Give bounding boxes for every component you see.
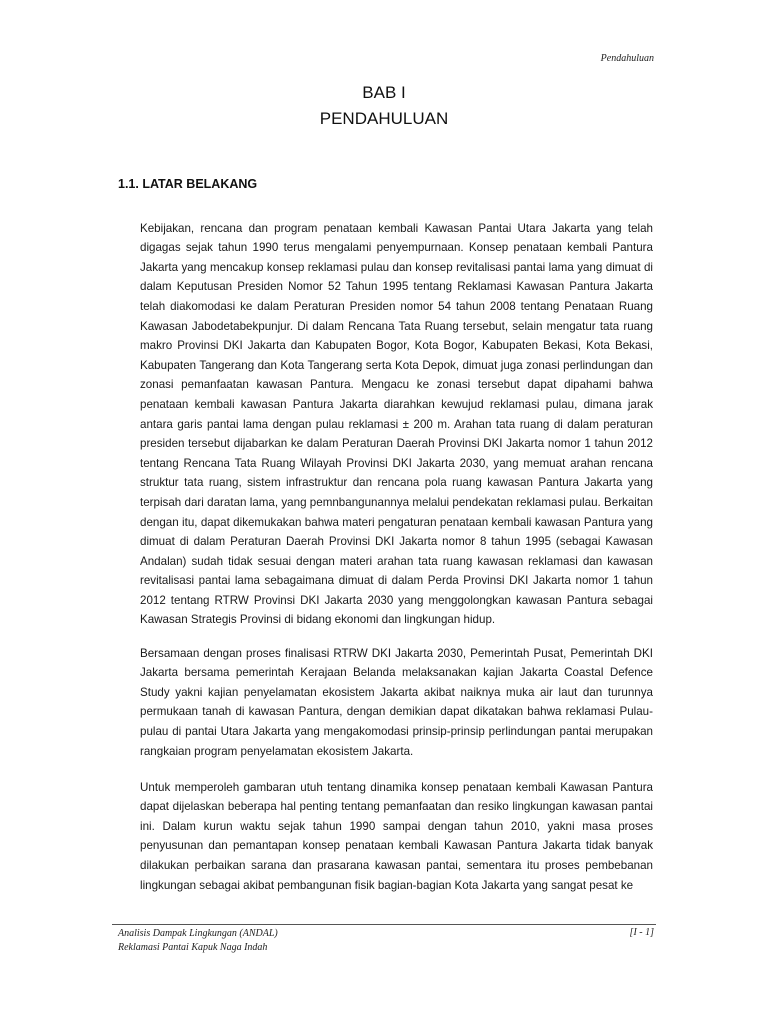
paragraph-2: Bersamaan dengan proses finalisasi RTRW DKI Jakarta 2030, Pemerintah Pusat, Pemerintah DKI Jakarta bersama pemerintah Kerajaan Belanda melaksanakan kajian Jakarta Coastal Defence Study yakni kajian penyelamatan ekosistem Jakarta akibat naiknya muka air laut dan turunnya permukaan tanah di kawasan Pantura, dengan demikian dapat dikatakan bahwa reklamasi Pulau-pulau di pantai Utara Jakarta yang mengakomodasi prinsip-prinsip perlindungan pantai merupakan rangkaian program penyelamatan ekosistem Jakarta. — [140, 646, 653, 758]
footer-divider — [112, 924, 656, 925]
chapter-title: PENDAHULUAN — [319, 109, 449, 128]
running-header: Pendahuluan — [600, 53, 654, 64]
paragraph-1: Kebijakan, rencana dan program penataan kembali Kawasan Pantai Utara Jakarta yang telah digagas sejak tahun 1990 terus mengalami penyempurnaan. Konsep penataan kembali Pantura Jakarta yang mencakup konsep reklamasi pulau dan konsep revitalisasi pantai lama yang dimuat di dalam Keputusan Presiden Nomor 52 Tahun 1995 tentang Reklamasi Kawasan Pantura Jakarta telah diakomodasi ke dalam Peraturan Presiden nomor 54 tahun 2008 tentang Penataan Ruang Kawasan Jabodetabekpunjur. Di dalam Rencana Tata Ruang tersebut, selain mengatur tata ruang makro Provinsi DKI Jakarta dan Kabupaten Bogor, Kota Bogor, Kabupaten Bekasi, Kota Bekasi, Kabupaten Tangerang dan Kota Tangerang serta Kota Depok, dimuat juga zonasi perlindungan dan zonasi pemanfaatan kawasan Pantura. Mengacu ke zonasi tersebut dapat dipahami bahwa penataan kembali kawasan Pantura Jakarta diarahkan kewujud reklamasi pulau, dimana jarak antara garis pantai lama dengan pulau reklamasi ± 200 m. Arahan tata ruang di dalam peraturan presiden tersebut dijabarkan ke dalam Peraturan Daerah Provinsi DKI Jakarta nomor 1 tahun 2012 tentang Rencana Tata Ruang Wilayah Provinsi DKI Jakarta 2030, yang memuat arahan rencana struktur tata ruang, sistem infrastruktur dan rencana pola ruang kawasan Pantura Jakarta yang terpisah dari daratan lama, yang pemnbangunannya melalui pendekatan reklamasi pulau. Berkaitan dengan itu, dapat dikemukakan bahwa materi pengaturan penataan kembali kawasan Pantura yang dimuat di dalam Peraturan Daerah Provinsi DKI Jakarta nomor 8 tahun 1995 (sebagai Kawasan Andalan) sudah tidak sesuai dengan materi arahan tata ruang kawasan reklamasi dan kawasan revitalisasi pantai lama sebagaimana dimuat di dalam Perda Provinsi DKI Jakarta nomor 1 tahun 2012 tentang RTRW Provinsi DKI Jakarta 2030 yang menggolongkan kawasan Pantura sebagai Kawasan Strategis Provinsi di bidang ekonomi dan lingkungan hidup. — [140, 221, 653, 627]
page-number: [I - 1] — [629, 927, 654, 938]
section-heading: 1.1. LATAR BELAKANG — [118, 177, 258, 191]
chapter-title-block — [0, 80, 768, 132]
footer-document-info — [118, 927, 278, 955]
chapter-number: BAB I — [362, 83, 406, 102]
footer-line-2: Reklamasi Pantai Kapuk Naga Indah — [118, 942, 268, 953]
paragraph-3: Untuk memperoleh gambaran utuh tentang dinamika konsep penataan kembali Kawasan Pantura dapat dijelaskan beberapa hal penting tentang pemanfaatan dan resiko lingkungan kawasan pantai ini. Dalam kurun waktu sejak tahun 1990 sampai dengan tahun 2010, yakni masa proses penyusunan dan pemantapan konsep penataan kembali Kawasan Pantura Jakarta tidak banyak dilakukan perbaikan sarana dan prasarana kawasan pantai, sementara itu proses pembebanan lingkungan sebagai akibat pembangunan fisik bagian-bagian Kota Jakarta yang sangat pesat ke — [140, 780, 653, 892]
footer-line-1: Analisis Dampak Lingkungan (ANDAL) — [118, 928, 278, 939]
